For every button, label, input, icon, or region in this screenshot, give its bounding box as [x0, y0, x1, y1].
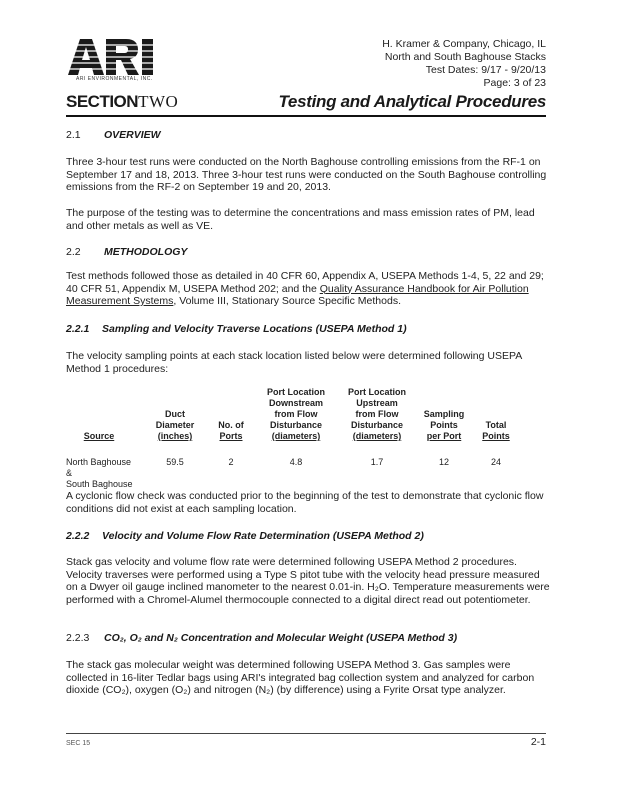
th-down-line3: from Flow	[274, 409, 318, 419]
sampling-paragraph-1: The velocity sampling points at each stack location listed below were determined following USEPA Method 1 procedures:	[66, 350, 522, 375]
header-stacks: North and South Baghouse Stacks	[384, 51, 546, 63]
th-source-label: Source	[83, 431, 115, 441]
td-source	[66, 457, 136, 490]
section-label-light: TWO	[138, 92, 179, 111]
heading-2-1-num: 2.1	[66, 129, 81, 141]
methodology-text-pre: Test methods followed those as detailed in 40 CFR 60, Appendix A, USEPA Methods 1-4, 5, 22 and 29; 40 CFR 51, Appendix M, USEPA Method 202; and the	[66, 270, 544, 295]
heading-2-2-2	[66, 530, 424, 542]
th-up-line1: Port Location	[348, 387, 406, 397]
heading-2-2-3-title: CO₂, O₂ and N₂ Concentration and Molecular Weight (USEPA Method 3)	[104, 632, 458, 644]
sampling-paragraph-2: A cyclonic flow check was conducted prior to the beginning of the test to demonstrate that cyclonic flow conditions did not exist at each sampling location.	[66, 490, 544, 515]
heading-2-1-title: OVERVIEW	[104, 129, 161, 141]
th-duct-line1: Duct	[165, 409, 185, 419]
th-downstream	[258, 387, 334, 442]
th-ports-line2: Ports	[219, 431, 243, 441]
molecular-weight-paragraph: The stack gas molecular weight was determined following USEPA Method 3. Gas samples were collected in 16-liter Tedlar bags using ARI's integrated bag collection system and analyzed for carbon dioxide (CO₂), oxygen (O₂) and nitrogen (N₂) (by difference) using a Fyrite Orsat type analyzer.	[66, 659, 535, 696]
qa-handbook-reference: Quality Assurance Handbook for Air Pollution Measurement Systems	[66, 282, 529, 307]
footer-page-number: 2-1	[530, 736, 546, 748]
methodology-paragraph	[66, 270, 550, 308]
section-rule	[66, 115, 546, 117]
section-label-bold: SECTION	[66, 92, 139, 111]
th-down-line2: Downstream	[268, 398, 323, 408]
th-down-line4: Disturbance	[269, 420, 322, 430]
ari-logo	[66, 35, 164, 77]
heading-2-2-3-num: 2.2.3	[66, 632, 90, 644]
td-points-per-port: 12	[438, 457, 449, 467]
heading-2-2	[66, 246, 187, 258]
heading-2-2-2-num: 2.2.2	[66, 530, 90, 542]
th-duct-diameter	[146, 409, 204, 442]
heading-2-2-1-title: Sampling and Velocity Traverse Locations (USEPA Method 1)	[102, 323, 407, 335]
header-dates: Test Dates: 9/17 - 9/20/13	[425, 64, 546, 76]
footer-left: SEC 15	[66, 740, 91, 747]
header-page: Page: 3 of 23	[483, 77, 546, 89]
th-ports	[209, 420, 253, 442]
th-source	[66, 431, 132, 442]
th-ports-line1: No. of	[218, 420, 244, 430]
th-samp-line3: per Port	[426, 431, 462, 441]
th-duct-line2: Diameter	[155, 420, 195, 430]
heading-2-2-3	[66, 632, 457, 644]
th-total-line2: Points	[482, 431, 510, 441]
th-sampling-points	[416, 409, 472, 442]
overview-paragraph-1: Three 3-hour test runs were conducted on the North Baghouse controlling emissions from the RF-1 on September 17 and 18, 2013. Three 3-hour test runs were conducted on the South Baghouse controlling emissions from the RF-2 on September 19 and 20, 2013.	[66, 156, 547, 193]
overview-paragraph-2: The purpose of the testing was to determine the concentrations and mass emission rates of PM, lead and other metals as well as VE.	[66, 207, 535, 232]
td-diameter: 59.5	[166, 457, 184, 467]
heading-2-2-num: 2.2	[66, 246, 81, 258]
th-up-line2: Upstream	[356, 398, 398, 408]
header-company: H. Kramer & Company, Chicago, IL	[382, 38, 546, 50]
heading-2-2-2-title: Velocity and Volume Flow Rate Determination (USEPA Method 2)	[102, 530, 424, 542]
th-up-line5: (diameters)	[352, 431, 402, 441]
th-samp-line1: Sampling	[423, 409, 465, 419]
td-source-line2: South Baghouse	[66, 479, 133, 489]
section-title: Testing and Analytical Procedures	[278, 92, 546, 111]
logo-tagline: ARI ENVIRONMENTAL, INC.	[76, 76, 153, 82]
td-source-line1: North Baghouse &	[66, 457, 132, 478]
section-label	[66, 92, 178, 112]
heading-2-1	[66, 129, 161, 141]
th-upstream	[339, 387, 415, 442]
methodology-text-post: , Volume III, Stationary Source Specific Methods.	[173, 295, 401, 307]
td-ports: 2	[228, 457, 234, 467]
heading-2-2-title: METHODOLOGY	[104, 246, 188, 258]
th-up-line4: Disturbance	[350, 420, 403, 430]
td-total-points: 24	[490, 457, 501, 467]
th-down-line5: (diameters)	[271, 431, 321, 441]
footer-rule	[66, 733, 546, 734]
heading-2-2-1-num: 2.2.1	[66, 323, 90, 335]
th-up-line3: from Flow	[355, 409, 399, 419]
th-duct-line3: (inches)	[157, 431, 193, 441]
th-total-points	[474, 420, 518, 442]
td-upstream: 1.7	[370, 457, 384, 467]
th-total-line1: Total	[485, 420, 507, 430]
th-down-line1: Port Location	[267, 387, 325, 397]
td-downstream: 4.8	[289, 457, 303, 467]
heading-2-2-1	[66, 323, 407, 335]
th-samp-line2: Points	[430, 420, 458, 430]
velocity-paragraph: Stack gas velocity and volume flow rate were determined following USEPA Method 2 procedures. Velocity traverses were performed using a Type S pitot tube with the velocity head pressure measured on a Dwyer oil gauge inclined manometer to the nearest 0.01-in. H₂O. Temperature measurements were performed with a Chromel-Alumel thermocouple connected to a digital direct read out potentiometer.	[66, 556, 550, 606]
traverse-table	[66, 387, 518, 499]
